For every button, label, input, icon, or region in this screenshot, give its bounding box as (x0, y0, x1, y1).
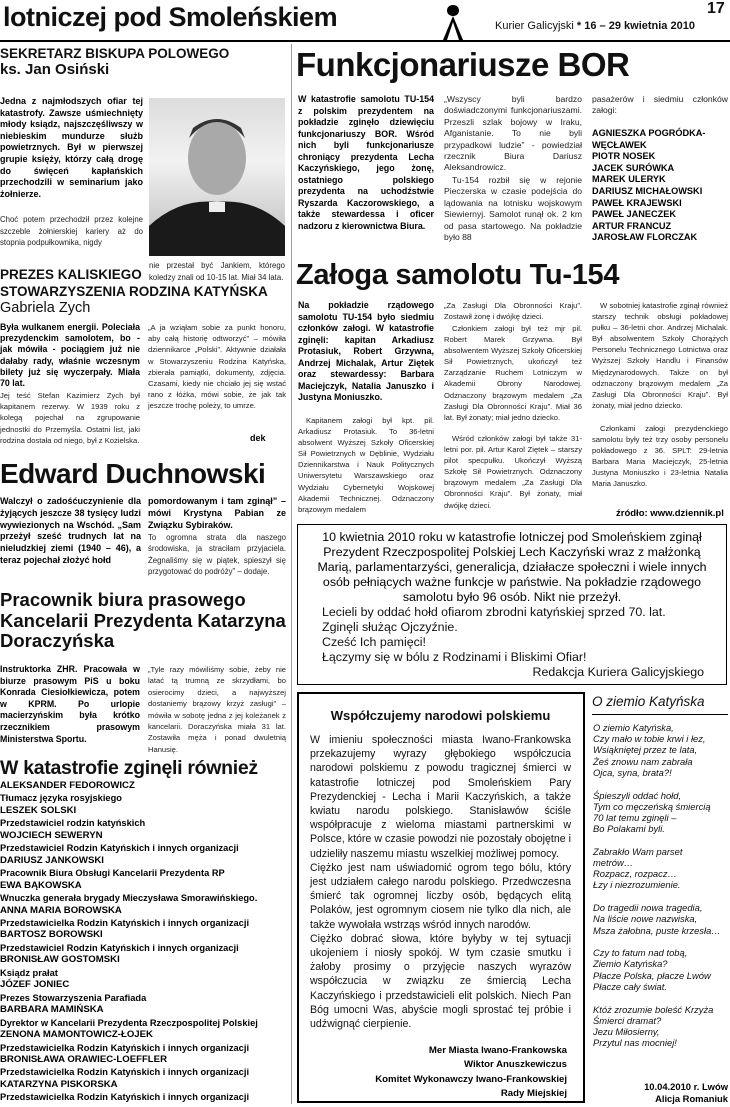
victim-name: KATARZYNA PISKORSKA (0, 1078, 118, 1090)
priest-portrait-image (149, 98, 285, 256)
crew-body-4: Wśród członków załogi był także 31-letni por. pil. Artur Karol Ziętek – starszy pilot specpułku. Ukończył Wyższą Szkołę Sił Powietrznych. Odznaczony brązowym medalem „Za Zasługi Dla Obronności Kraju”. Był żonaty, miał dwójkę dzieci. (444, 434, 582, 510)
victim-name: DARIUSZ JANKOWSKI (0, 854, 104, 866)
poem-line: Czy to fatum nad tobą, (593, 947, 688, 959)
bor-officer-name: PAWEŁ KRAJEWSKI (592, 197, 682, 208)
victim-role: Wnuczka generała brygady Mieczysława Smorawińskiego. (0, 893, 258, 904)
duchnowski-lead-2: pomordowanym i tam zginął” – mówi Krystyna Pabian ze Związku Sybiraków. (148, 496, 286, 530)
osinski-body-1: Choć potem przechodził przez kolejne szczeble żołnierskiej kariery aż do stopnia podpułkownika, nigdy (0, 215, 143, 247)
others-section (0, 757, 290, 1104)
bor-officer-name: DARIUSZ MICHAŁOWSKI (592, 185, 703, 196)
poem-line: Płacze cały świat. (593, 980, 667, 992)
doraczynska-section (0, 589, 288, 754)
crew-body-2: „Za Zasługi Dla Obronności Kraju”. Zostawił żonę i dwójkę dzieci. (444, 301, 582, 322)
zych-lead: Była wulkanem energii. Poleciała prezydenckim samolotem, bo - jak mówiła - pociągiem już nie dałaby rady, właśnie wczesnym bilety już się wyczerpały. Miała 70 lat. (0, 322, 140, 389)
victim-name: ZENONA MAMONTOWICZ-ŁOJEK (0, 1029, 153, 1041)
mourning-ribbon-icon (438, 2, 468, 42)
victim-role: Ksiądz prałat (0, 967, 58, 978)
column-divider (291, 44, 292, 1104)
memorial-line-4: Łączymy się w bólu z Rodzinami i Bliskimi Ofiar! (322, 650, 587, 664)
victim-role: Pracownik Biura Obsługi Kancelarii Prezydenta RP (0, 868, 225, 879)
condolence-body-3: Ciężko dobrać słowa, które byłyby w tej sytuacji ukojeniem i niosły spokój. W tym czasie smutku i żałoby prosimy o przyjęcie naszych wyrazów współczucia w związku ze śmiercią Lecha Kaczyńskiego i przedstawicieli elit polskich. Niech Pan Bóg umocni Was, abyście mogli sprostać tej próbie i udźwignąć cierpienie. (310, 932, 571, 1031)
crew-body-5: W sobotniej katastrofie zginął również starszy technik obsługi pokładowej pułku – 36-letni chor. Andrzej Michalak. Był absolwentem Szkoły Chorążych Personelu Technicznego Lotnictwa oraz Wyższej Szkoły Handlu i Finansów Międzynarodowych. Także on był odznaczony brązowym medalem „Za Zasługi Dla Obronności Kraju”. Był żonaty, miał jedno dziecko. (592, 301, 728, 410)
zych-kicker: PREZES KALISKIEGO STOWARZYSZENIA RODZINA KATYŃSKA (0, 267, 268, 299)
duchnowski-lead-1: Walczył o zadośćuczynienie dla żyjących jeszcze 38 tysięcy ludzi wywiezionych na Wschód. „Sam przeżył sześć trudnych lat na nieludzkiej ziemi (1940 – 46), a teraz pojechał złożyć hołd (0, 496, 141, 565)
condolence-signature: Mer Miasta Iwano-Frankowska Wiktor Anuszkewiczus Komitet Wykonawczy Iwano-Frankowskiej Rady Miejskiej (375, 1045, 567, 1099)
bor-officer-name: JACEK SURÓWKA (592, 162, 675, 173)
bor-officer-name: AGNIESZKA POGRÓDKA-WĘCŁAWEK (592, 128, 706, 150)
osinski-lead: Jedna z najmłodszych ofiar tej katastrofy. Zawsze uśmiechnięty młody ksiądz, najszczęśliwszy w niebieskim mundurze służb powietrznych. Był w pierwszej grupie księży, którzy całą drogę do święceń kapłańskich przechodzili w seminarium jako żołnierze. (0, 96, 143, 199)
poem-body (593, 722, 728, 1060)
poem-line: Ziemio Katyńska? (593, 958, 668, 970)
doraczynska-body: „Tyle razy mówiliśmy sobie, żeby nie latać tą trumną ze skrzydłami, bo osierocimy dzieci, a najwyższej dostaniemy brązowy krzyż zasługi” – mówiła w sobotę jedna z jej koleżanek z kancelarii. Doraczyńska miała 31 lat. Zostawiła męża i ponad dwuletnią Hanusię. (148, 665, 286, 754)
page-header (0, 0, 730, 44)
poem-line: Łzy i niezrozumienie. (593, 879, 681, 891)
poem-date: 10.04.2010 r. Lwów (644, 1081, 728, 1092)
memorial-box (297, 524, 727, 685)
poem-line: Płacze Polska, płacze Lwów (593, 969, 711, 981)
victim-role: Tłumacz języka rosyjskiego (0, 793, 122, 804)
header-issue: Kurier Galicyjski * 16 – 29 kwietnia 2010 (495, 20, 695, 32)
page-number: 17 (707, 0, 725, 17)
victim-role: Przedstawicielka Rodzin Katyńskich i innych organizacji (0, 1042, 250, 1053)
condolence-box (297, 692, 585, 1103)
others-heading: W katastrofie zginęli również (0, 757, 258, 779)
header-title: lotniczej pod Smoleńskiem (3, 2, 338, 32)
header-rule (0, 40, 730, 42)
condolence-body-2: Ciężko jest nam uświadomić ogrom tego bólu, który jest udziałem całego narodu polskiego. Przedwczesna śmierć tak ogromnej liczby osób, będących elitą Polaków, jest ogromnym ciosem nie tylko dla nich, ale także wywołała wstrząs wśród innych narodów. (310, 861, 571, 931)
osinski-name: ks. Jan Osiński (0, 61, 110, 78)
crew-source: źródło: www.dziennik.pl (616, 508, 724, 519)
victim-name: BARTOSZ BOROWSKI (0, 929, 103, 941)
poem-line: Msza żałobna, puste krzesła… (593, 924, 721, 936)
victim-name: BRONISŁAWA ORAWIEC-LOEFFLER (0, 1053, 167, 1065)
poem-line: O ziemio Katyńska, (593, 722, 674, 733)
bor-body-3: pasażerów i siedmiu członków załogi: (592, 94, 728, 116)
poem-stanza (593, 947, 728, 992)
zych-body-2: „A ja wziąłam sobie za punkt honoru, aby całą historię odtworzyć” – mówiła dziennikarce „Polski”. Aktywnie działała w Stowarzyszeniu Rodzina Katyńska, zbierała pamiątki, dokumenty, zdjęcia. Czasami, kiedy nie chciało jej się wstać rano z łóżka, mówi sobie, że jak tak jeszcze trochę poleży, to umrze. (148, 323, 286, 411)
bor-officer-name: JAROSŁAW FLORCZAK (592, 232, 698, 243)
bor-names-list (592, 128, 728, 244)
bor-lead: W katastrofie samolotu TU-154 z polskim prezydentem na pokładzie zginęło dziewięciu funkcjonariuszy BOR. Wśród nich byli funkcjonariusze chroniący prezydenta Lecha Kaczyńskiego, jego żonę, ostatniego polskiego prezydenta na uchodźstwie Ryszarda Kaczorowskiego, a także stewardessa i oficer nadzoru z kierownictwa Biura. (298, 94, 434, 231)
crew-body-1: Kapitanem załogi był kpt. pil. Arkadiusz Protasiuk. To 36-letni absolwent Wyższej Szkoły Oficerskiej Sił Powietrznych w Dęblinie, Wydziału Dziennikarstwa i Nauk Politycznych Uniwersytetu Warszawskiego oraz Wydziału Cybernetyki Wojskowej Akademii Technicznej. Odznaczony brązowym medalem (298, 416, 434, 514)
bor-officer-name: MAREK ULERYK (592, 174, 666, 185)
victim-name: LESZEK SOLSKI (0, 804, 77, 816)
zych-name: Gabriela Zych (0, 300, 91, 316)
poem-line: Żeś znowu nam zabrała (593, 755, 693, 767)
victim-role: Dyrektor w Kancelarii Prezydenta Rzeczpospolitej Polskiej (0, 1017, 258, 1028)
duchnowski-name: Edward Duchnowski (0, 458, 266, 489)
priest-photo (149, 98, 285, 256)
poem-line: Tym co męczeńską śmiercią (593, 800, 711, 812)
poem-line: Czy mało w tobie krwi i łez, (593, 733, 706, 745)
poem-line: Wsiąkniętej przez te lata, (593, 744, 698, 756)
poem-title: O ziemio Katyńska (592, 694, 705, 709)
doraczynska-lead: Instruktorka ZHR. Pracowała w biurze prasowym PiS u boku Konrada Ciesiołkiewicza, potem w KPRM. Po urlopie macierzyńskim była krótko rzecznikiem prasowym Ministerstwa Sportu. (0, 664, 140, 744)
osinski-section (0, 46, 288, 282)
victim-name: ALEKSANDER FEDOROWICZ (0, 780, 135, 791)
victim-role: Przedstawicielka Rodzin Katyńskich i innych organizacji (0, 1067, 250, 1078)
osinski-body-2: nie przestał być Jankiem, którego koledzy znali od 10-15 lat. Miał 34 lata. (149, 261, 285, 282)
condolence-body-1: W imieniu społeczności miasta Iwano-Frankowska przekazujemy wyrazy głębokiego współczucia narodowi polskiemu z powodu tragicznej śmierci w katastrofie lotniczej pod Smoleńskiem Pary Prezydenckiej - Lecha i Marii Kaczyńskich, a także kwiatu narodu polskiego. Stanisławów ściśle współpracuje z wieloma miastami partnerskimi w Polsce, które w czasie powodzi nie pozostały obojętne i udzieliły naszemu miastu wszelkiej możliwej pomocy. (310, 734, 571, 860)
poem-line: Ojca, syna, brata?! (593, 766, 672, 778)
poem-line: Śpieszyli oddać hołd, (593, 789, 682, 801)
victim-role: Przedstawicielka Rodzin Katyńskich i innych organizacji (0, 917, 250, 928)
memorial-signature: Redakcja Kuriera Galicyjskiego (532, 665, 704, 679)
bor-heading: Funkcjonariusze BOR (296, 46, 630, 83)
poem-line: Jezu Miłosierny, (593, 1025, 660, 1037)
doraczynska-heading: Pracownik biura prasowego Kancelarii Prezydenta Katarzyna Doraczyńska (0, 589, 286, 651)
poem-stanza (593, 902, 728, 936)
victim-name: WOJCIECH SEWERYN (0, 829, 103, 841)
bor-officer-name: PIOTR NOSEK (592, 151, 656, 162)
memorial-line-3: Cześć Ich pamięci! (322, 635, 426, 649)
condolence-heading: Współczujemy narodowi polskiemu (330, 708, 551, 723)
zych-body-1: Jej teść Stefan Kazimierz Zych był kapitanem rezerwy. W 1939 roku z kolegą pojechał na zgrupowanie jednostki do Przemyśla. Ostatni list, jaki rodzina dostała od niego, był z Kozielska. (0, 391, 140, 445)
duchnowski-section (0, 458, 288, 577)
osinski-kicker: SEKRETARZ BISKUPA POLOWEGO (0, 46, 230, 61)
crew-body-6: Członkami załogi prezydenckiego samolotu były też trzy osoby personelu pokładowego z 36. SPLT: 29-letnia Barbara Maria Maciejczyk, 25-letnia Justyna Moniuszko i 23-letnia Natalia Maria Januszko. (592, 424, 728, 489)
zych-signature: dek (250, 433, 266, 443)
victim-name: BARBARA MAMIŃSKA (0, 1004, 104, 1016)
victim-name: BRONISŁAW GOSTOMSKI (0, 954, 120, 966)
poem-line: Śmierci dramat? (593, 1014, 662, 1026)
crew-lead: Na pokładzie rządowego samolotu TU-154 było siedmiu członków załogi. W katastrofie zginęli: kapitan Arkadiusz Protasiuk, Robert Grzywna, Andrzej Michalak, Artur Ziętek oraz stewardessy: Barbara Maciejczyk, Natalia Januszko i Justyna Moniuszko. (298, 300, 434, 402)
victim-name: JÓZEF JONIEC (0, 979, 70, 991)
poem-title-rule (592, 714, 728, 715)
poem-line: Rozpacz, rozpacz… (593, 868, 677, 880)
memorial-intro: 10 kwietnia 2010 roku w katastrofie lotniczej pod Smoleńskiem zginął Prezydent Rzeczpospolitej Polskiej Lech Kaczyński wraz z małżonką Marią, parlamentarzyści, generalicja, działacze społeczni i wiele innych osób pełniących ważne funkcje w państwie. Na pokładzie rządowego samolotu było 96 osób. Nikt nie przeżył. (317, 530, 707, 604)
poem-section (592, 692, 728, 1103)
victim-name: ANNA MARIA BOROWSKA (0, 904, 122, 916)
poem-line: Na liście nowe nazwiska, (593, 913, 698, 925)
poem-line: Do tragedii nowa tragedia, (593, 902, 703, 914)
victim-role: Przedstawiciel Rodzin Katyńskich i innych organizacji (0, 843, 239, 854)
poem-line: Któż zrozumie boleść Krzyża (593, 1003, 714, 1015)
crew-body-3: Członkiem załogi był też mjr pil. Robert Marek Grzywna. Był absolwentem Wyższej Szkoły Oficerskiej Sił Powietrznych, ukończył też Zarządzanie Ruchem Lotniczym w Akademii Obrony Narodowej. Odznaczony brązowym medalem „Za Zasługi Dla Obronności Kraju”. Miał 36 lat. Był żonaty; miał jedno dziecko. (444, 324, 582, 422)
victim-role: Przedstawiciel rodzin katyńskich (0, 818, 146, 829)
crew-section (296, 256, 728, 519)
memorial-line-1: Lecieli by oddać hołd ofiarom zbrodni katyńskiej sprzed 70. lat. (322, 605, 666, 619)
poem-author: Alicja Romaniuk (655, 1093, 728, 1104)
crew-heading: Załoga samolotu Tu-154 (296, 259, 620, 291)
duchnowski-body: To ogromna strata dla naszego środowiska, ja straciłam przyjaciela. Żegnaliśmy się w piątek, spieszył się przygotować do podróży” – dodaje. (148, 533, 286, 577)
bor-body-1: „Wszyscy byli bardzo doświadczonymi funkcjonariuszami. Przeszli szlak bojowy w Iraku, Afganistanie. To nie byli przypadkowi ludzie” - powiedział rzecznik Biura Dariusz Aleksandrowicz. (444, 94, 582, 173)
poem-line: Bo Polakami byli. (593, 823, 665, 835)
victim-role: Prezes Stowarzyszenia Parafiada (0, 992, 147, 1003)
poem-line: 70 lat temu zginęli – (593, 811, 677, 823)
poem-line: metrów… (593, 857, 634, 869)
poem-line: Zabrakło Wam parset (593, 845, 683, 857)
poem-line: Przytul nas mocniej! (593, 1037, 677, 1049)
bor-section (296, 44, 728, 243)
poem-stanza (593, 790, 728, 835)
memorial-line-2: Zginęli służąc Ojczyźnie. (322, 620, 458, 634)
victim-name: EWA BĄKOWSKA (0, 879, 82, 891)
bor-officer-name: ARTUR FRANCUZ (592, 220, 672, 231)
victim-role: Przedstawiciel Rodzin Katyńskich i innych organizacji (0, 942, 239, 953)
bor-officer-name: PAWEŁ JANECZEK (592, 209, 677, 220)
zych-section (0, 266, 288, 445)
bor-body-2: Tu-154 rozbił się w rejonie Pieczerska w czasie podejścia do lądowania na lotnisku wojskowym Siewiernyj. Samolot runął ok. 2 km od pasa startowego. Na pokładzie było 88 (444, 175, 582, 243)
victim-role: Przedstawicielka Rodzin Katyńskich i innych organizacji (0, 1092, 250, 1103)
poem-stanza (593, 1004, 728, 1049)
others-list (0, 780, 290, 1104)
poem-stanza (593, 722, 728, 778)
poem-stanza (593, 846, 728, 891)
